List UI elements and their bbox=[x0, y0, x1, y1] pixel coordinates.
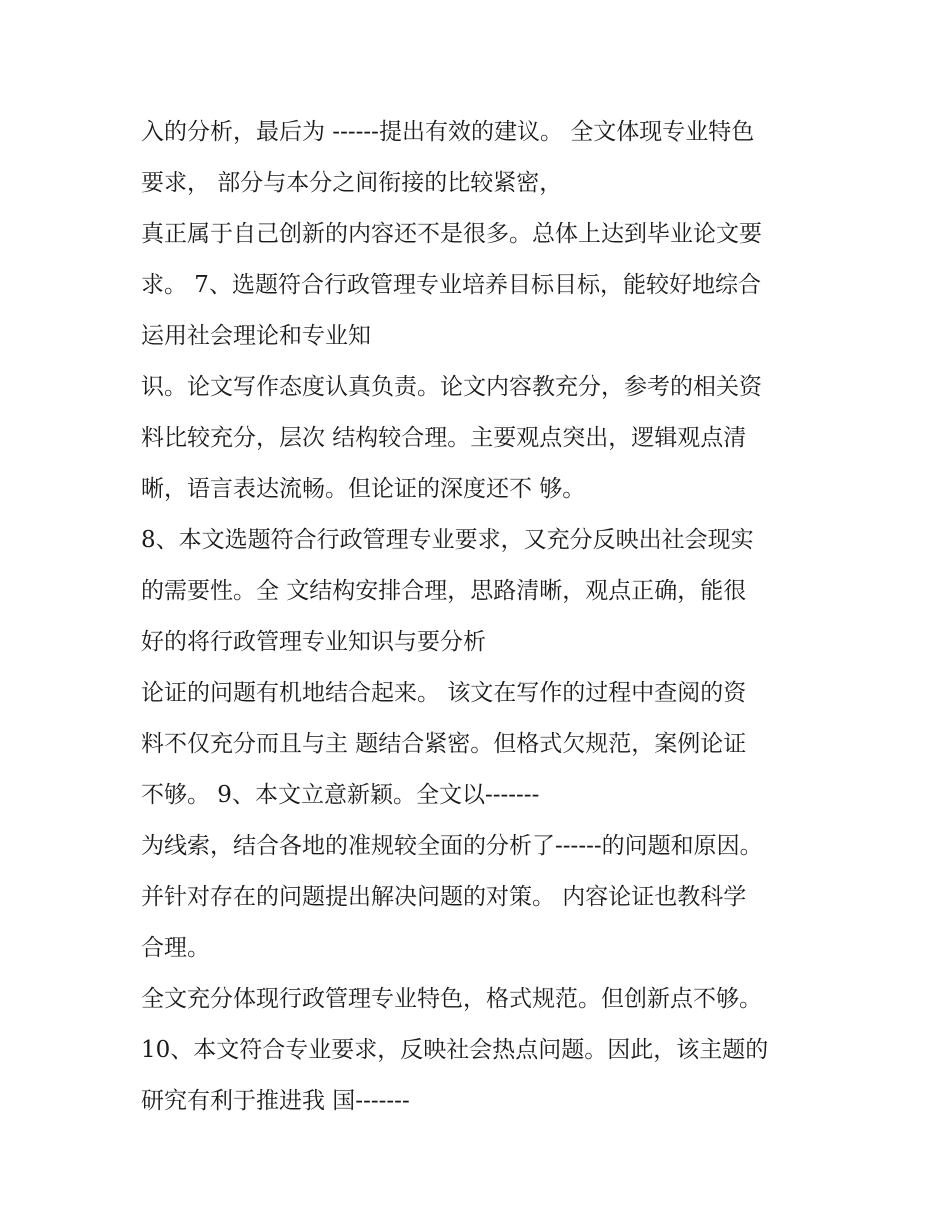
document-body bbox=[141, 107, 831, 1127]
text-line: 8、本文选题符合行政管理专业要求，又充分反映出社会现实 bbox=[141, 527, 754, 553]
text-line: 晰，语言表达流畅。但论证的深度还不 够。 bbox=[141, 476, 586, 502]
text-line: 研究有利于推进我 国------- bbox=[141, 1088, 410, 1114]
text-line: 的需要性。全 文结构安排合理，思路清晰，观点正确，能很 bbox=[141, 578, 747, 604]
text-line: 好的将行政管理专业知识与要分析 bbox=[141, 629, 486, 655]
text-line: 论证的问题有机地结合起来。 该文在写作的过程中查阅的资 bbox=[141, 680, 747, 706]
text-line: 料比较充分，层次 结构较合理。主要观点突出，逻辑观点清 bbox=[141, 425, 747, 451]
text-line: 料不仅充分而且与主 题结合紧密。但格式欠规范，案例论证 bbox=[141, 731, 747, 757]
text-line: 10、本文符合专业要求，反映社会热点问题。因此，该主题的 bbox=[141, 1037, 769, 1063]
text-line: 要求， 部分与本分之间衔接的比较紧密， bbox=[141, 170, 563, 196]
text-line: 真正属于自己创新的内容还不是很多。总体上达到毕业论文要 bbox=[141, 221, 762, 247]
text-line: 合理。 bbox=[141, 935, 210, 961]
text-line: 入的分析，最后为 ------提出有效的建议。 全文体现专业特色 bbox=[141, 119, 755, 145]
text-line: 为线索，结合各地的准规较全面的分析了------的问题和原因。 bbox=[141, 833, 763, 859]
text-line: 并针对存在的问题提出解决问题的对策。 内容论证也教科学 bbox=[141, 884, 747, 910]
text-line: 求。 7、选题符合行政管理专业培养目标目标，能较好地综合 bbox=[141, 272, 761, 298]
text-line: 全文充分体现行政管理专业特色，格式规范。但创新点不够。 bbox=[141, 986, 762, 1012]
text-line: 不够。 9、本文立意新颖。全文以------- bbox=[141, 782, 540, 808]
text-line: 识。论文写作态度认真负责。论文内容教充分，参考的相关资 bbox=[141, 374, 762, 400]
text-line: 运用社会理论和专业知 bbox=[141, 323, 371, 349]
